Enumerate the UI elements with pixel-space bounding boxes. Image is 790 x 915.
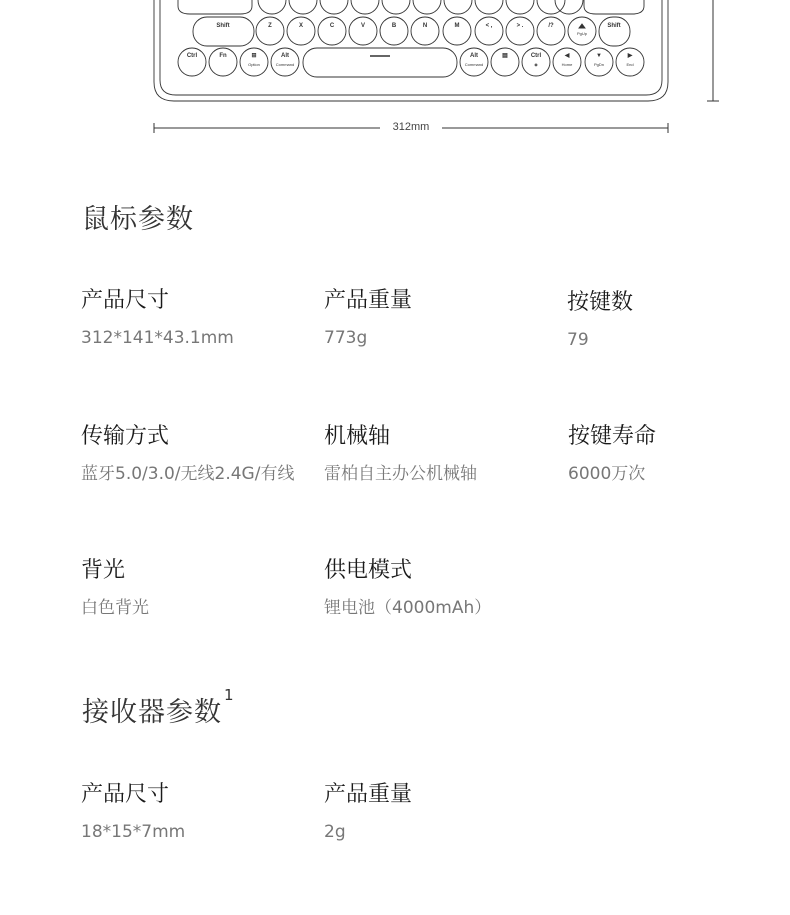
key-label: < , (485, 23, 493, 29)
keyboard-key (475, 17, 503, 45)
keyboard-key (318, 17, 346, 45)
key-label: Shift (607, 23, 621, 29)
spec-item-weight (324, 287, 564, 349)
spec-value: 6000万次 (568, 464, 646, 484)
keyboard-key (443, 17, 471, 45)
key-label: Z (268, 23, 272, 29)
key-spacebar (303, 48, 457, 77)
key-sub-label: Home (561, 62, 573, 67)
receiver-spec-weight (324, 781, 564, 843)
spec-label: 按键寿命 (568, 424, 657, 449)
up-arrow-icon (579, 24, 585, 28)
spec-value: 2g (324, 822, 346, 842)
spec-value: 312*141*43.1mm (81, 328, 234, 348)
key-sub-label: Option (248, 62, 260, 67)
key-label: M (454, 23, 460, 29)
receiver-spec-size (81, 781, 321, 843)
key-label: B (391, 23, 397, 29)
key-sub-label: Command (275, 62, 295, 67)
key-label: Fn (219, 53, 227, 59)
key-label: N (422, 23, 428, 29)
key-label: Ctrl (530, 53, 542, 59)
spec-value: 79 (567, 330, 589, 350)
key-sub-label: ◉ (534, 62, 538, 67)
receiver-section-title-text: 接收器参数 (82, 697, 222, 728)
spec-item-backlight (81, 557, 321, 619)
key-label: V (360, 23, 366, 29)
spec-label: 产品尺寸 (81, 782, 170, 807)
key-label: ⊞ (251, 53, 257, 59)
keyboard-illustration (0, 0, 790, 140)
keyboard-key (349, 17, 377, 45)
key-sub-label: End (626, 62, 634, 67)
spec-value: 白色背光 (81, 598, 149, 618)
spec-label: 供电模式 (324, 558, 413, 583)
key-label: ▤ (502, 53, 508, 59)
key-label: Shift (216, 23, 230, 29)
spec-label: 产品重量 (324, 782, 413, 807)
key-label: /? (548, 23, 554, 29)
spec-value: 锂电池（4000mAh） (324, 598, 492, 618)
spec-label: 产品重量 (324, 288, 413, 313)
key-sub-label: Command (464, 62, 484, 67)
mouse-section-title: 鼠标参数 (82, 204, 194, 235)
key-label: C (329, 23, 335, 29)
key-sub-label: PgDn (593, 62, 605, 67)
spec-label: 产品尺寸 (81, 288, 170, 313)
receiver-section-title (82, 686, 235, 729)
width-dimension-label: 312mm (380, 121, 442, 133)
spec-value: 18*15*7mm (81, 822, 186, 842)
key-label: > . (516, 23, 524, 29)
spec-label: 传输方式 (81, 424, 170, 449)
spec-value: 773g (324, 328, 368, 348)
key-label: Ctrl (186, 53, 198, 59)
key-right-shift (599, 17, 630, 46)
key-sub-label: PgUp (576, 31, 588, 36)
keyboard-key (380, 17, 408, 45)
keyboard-key (506, 17, 534, 45)
key-label: Alt (281, 53, 289, 59)
keyboard-key (287, 17, 315, 45)
keyboard-key (411, 17, 439, 45)
keyboard-key (256, 17, 284, 45)
key-label: X (298, 23, 304, 29)
key-label: Alt (470, 53, 478, 59)
spec-value: 蓝牙5.0/3.0/无线2.4G/有线 (81, 464, 295, 484)
key-label: ◀ (564, 53, 570, 59)
spec-item-key-life (568, 423, 768, 485)
spec-value: 雷柏自主办公机械轴 (324, 464, 477, 484)
footnote-marker: 1 (224, 686, 235, 704)
key-label: ▼ (596, 53, 602, 59)
spec-item-power (324, 557, 564, 619)
spec-label: 机械轴 (324, 424, 391, 449)
key-left-shift (193, 17, 254, 46)
key-label: ▶ (627, 53, 633, 59)
spec-item-transmission (81, 423, 321, 485)
spec-label: 背光 (81, 558, 126, 583)
spec-item-size (81, 287, 321, 349)
spec-item-switch (324, 423, 564, 485)
spec-item-key-count (567, 289, 767, 351)
keyboard-key (537, 17, 565, 45)
spec-label: 按键数 (567, 290, 634, 315)
